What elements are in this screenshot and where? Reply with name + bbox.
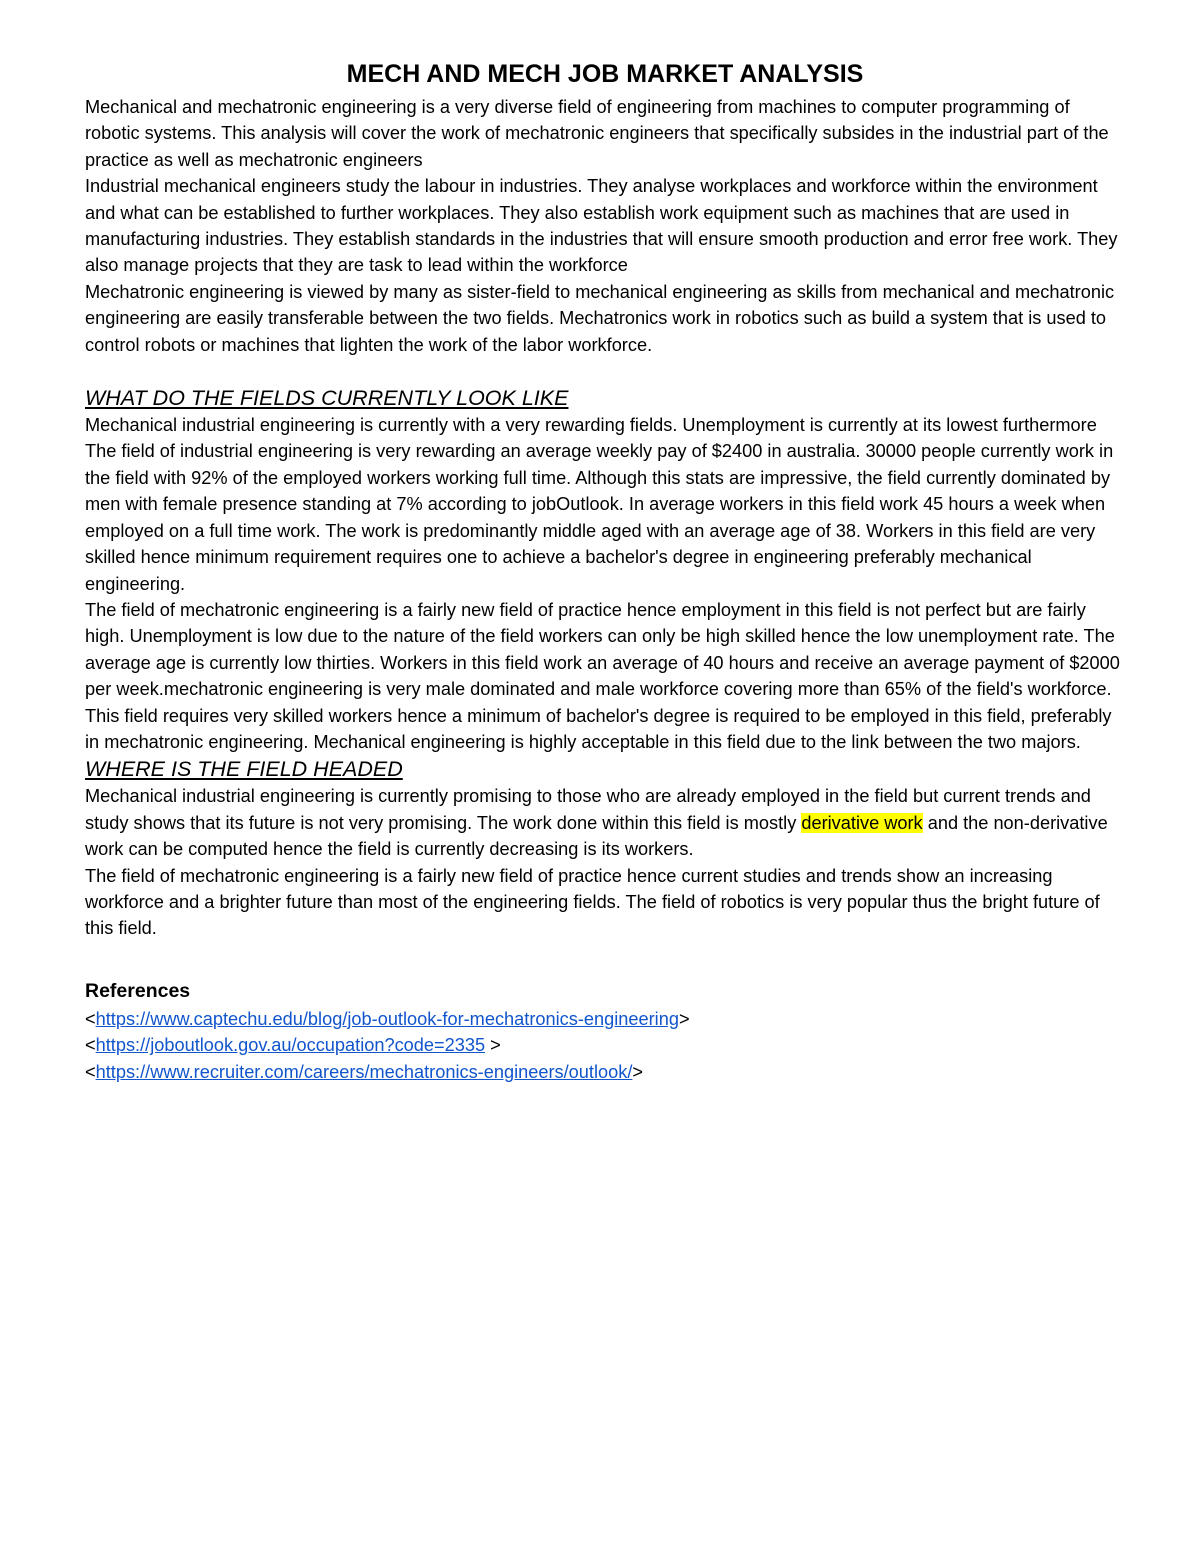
reference-bracket: > bbox=[485, 1035, 501, 1056]
reference-link[interactable]: https://joboutlook.gov.au/occupation?code=2335 bbox=[95, 1035, 486, 1056]
references-heading: References bbox=[85, 979, 191, 1002]
section-heading-future: WHERE IS THE FIELD HEADED bbox=[85, 757, 403, 782]
reference-bracket: > bbox=[678, 1008, 690, 1029]
document-title: MECH AND MECH JOB MARKET ANALYSIS bbox=[346, 60, 864, 88]
section-paragraph: The field of mechatronic engineering is a fairly new field of practice hence current studies and trends show an increasing workforce and a brighter future than most of the engineering fields. The field of robotics is very popular thus the bright future of this field. bbox=[85, 865, 1100, 939]
reference-bracket: > bbox=[632, 1061, 644, 1082]
section-paragraph: The field of mechatronic engineering is a fairly new field of practice hence employment in this field is not perfect but are fairly high. Unemployment is low due to the nature of the field workers can only be high skilled hence the low unemployment rate. The average age is currently low thirties. Workers in this field work an average of 40 hours and receive an average payment of $2000 per week.mechatronic engineering is very male dominated and male workforce covering more than 65% of the field's workforce. This field requires very skilled workers hence a minimum of bachelor's degree is required to be employed in this field, preferably in mechatronic engineering. Mechanical engineering is highly acceptable in this field due to the link between the two majors. bbox=[85, 599, 1120, 752]
reference-link[interactable]: https://www.captechu.edu/blog/job-outlook-for-mechatronics-engineering bbox=[95, 1008, 679, 1029]
reference-item bbox=[85, 1032, 1125, 1058]
intro-paragraph: Mechatronic engineering is viewed by many as sister-field to mechanical engineering as skills from mechanical and mechatronic engineering are easily transferable between the two fields. Mechatronics work in robotics such as build a system that is used to control robots or machines that lighten the work of the labor workforce. bbox=[85, 281, 1115, 355]
reference-item bbox=[85, 1059, 1125, 1085]
paragraph-text: Mechanical industrial engineering is currently promising to those who are already employed in the field but current trends and study shows that its future is not very promising. The work done within this field is mostly bbox=[85, 786, 1091, 833]
intro-paragraph: Mechanical and mechatronic engineering is a very diverse field of engineering from machines to computer programming of robotic systems. This analysis will cover the work of mechatronic engineers that specifically subsides in the industrial part of the practice as well as mechatronic engineers bbox=[85, 97, 1109, 170]
document-body bbox=[85, 58, 1125, 1085]
intro-paragraph: Industrial mechanical engineers study the labour in industries. They analyse workplaces and workforce within the environment and what can be established to further workplaces. They also establish work equipment such as machines that are used in manufacturing industries. They establish standards in the industries that will ensure smooth production and error free work. They also manage projects that they are task to lead within the workforce bbox=[85, 176, 1118, 276]
paragraph-text: and the non-derivative work can be computed hence the field is currently decreasing is its workers. bbox=[85, 812, 1108, 860]
reference-link[interactable]: https://www.recruiter.com/careers/mechatronics-engineers/outlook/ bbox=[95, 1061, 633, 1082]
spacer bbox=[85, 942, 1125, 976]
spacer bbox=[85, 358, 1125, 384]
reference-bracket: < bbox=[85, 1035, 96, 1056]
section-paragraph: Mechanical industrial engineering is currently with a very rewarding fields. Unemployment is currently at its lowest furthermore The field of industrial engineering is very rewarding an average weekly pay of $2400 in australia. 30000 people currently work in the field with 92% of the employed workers working full time. Although this stats are impressive, the field currently dominated by men with female presence standing at 7% according to jobOutlook. In average workers in this field work 45 hours a week when employed on a full time work. The work is predominantly middle aged with an average age of 38. Workers in this field are very skilled hence minimum requirement requires one to achieve a bachelor's degree in engineering preferably mechanical engineering. bbox=[85, 415, 1114, 594]
section-paragraph bbox=[85, 783, 1125, 862]
section-heading-current: WHAT DO THE FIELDS CURRENTLY LOOK LIKE bbox=[85, 386, 569, 411]
reference-bracket: < bbox=[85, 1061, 96, 1082]
highlighted-text: derivative work bbox=[801, 812, 923, 833]
reference-bracket: < bbox=[85, 1008, 96, 1029]
reference-item bbox=[85, 1006, 1125, 1032]
